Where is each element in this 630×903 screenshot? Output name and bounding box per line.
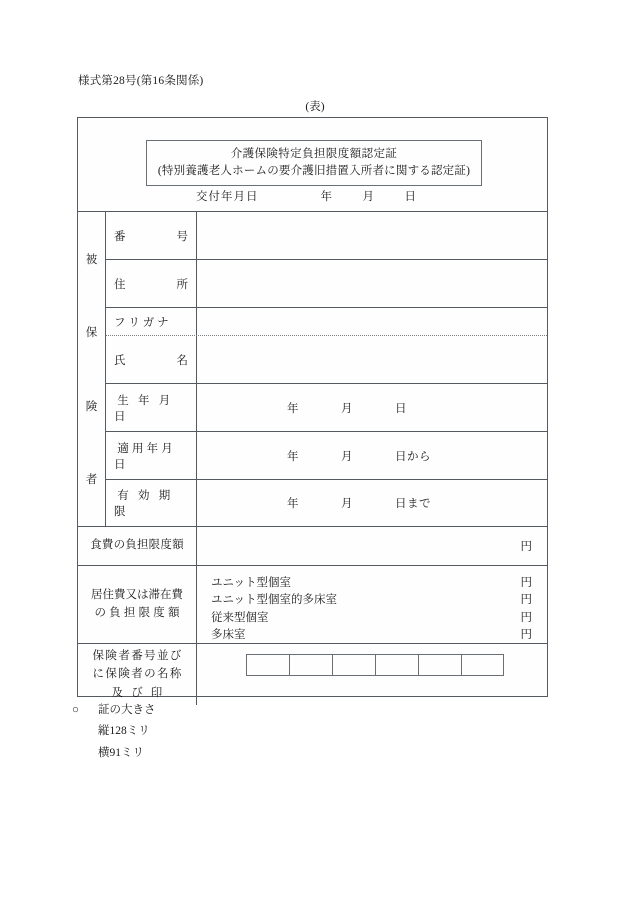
certificate-sheet (77, 117, 548, 697)
insured-person-section (78, 211, 547, 526)
form-number: 様式第28号(第16条関係) (78, 75, 204, 87)
residence-expense-label-line2: の負担限度額 (94, 606, 183, 619)
birth-date-month: 月 (341, 402, 353, 415)
row-label-furigana: フ リ ガ ナ (106, 308, 197, 335)
room-type-row[interactable] (211, 627, 532, 644)
issue-date-label: 交付年月日 (196, 191, 259, 203)
title-zone (78, 118, 547, 211)
label-bango-left: 番 (114, 230, 126, 243)
row-label-insured-number (106, 212, 197, 259)
room-type-name-multi-bed: 多床室 (211, 628, 246, 641)
field-furigana[interactable] (197, 308, 547, 335)
row-address (106, 260, 547, 308)
insurer-number-grid[interactable] (246, 654, 504, 676)
insurer-section (78, 643, 547, 705)
residence-expense-label (78, 566, 197, 643)
valid-until-fields (287, 495, 431, 511)
insurer-number-cell[interactable] (289, 654, 332, 676)
issue-date-day: 日 (404, 191, 417, 203)
field-effective-from[interactable] (197, 432, 547, 479)
circle-bullet-icon: ○ (72, 704, 79, 716)
row-name (106, 336, 547, 384)
field-name[interactable] (197, 336, 547, 383)
row-label-address (106, 260, 197, 307)
insured-person-vertical-label (78, 212, 106, 526)
note-heading-row (72, 700, 156, 721)
insurer-number-cell[interactable] (332, 654, 375, 676)
meal-expense-value[interactable] (197, 527, 547, 565)
birth-date-year: 年 (287, 402, 299, 415)
room-type-unit-multi-bed: 円 (520, 628, 532, 641)
certificate-title-box (146, 140, 482, 186)
birth-date-day: 日 (395, 402, 407, 415)
valid-until-month: 月 (341, 498, 353, 510)
field-address[interactable] (197, 260, 547, 307)
residence-expense-rooms (197, 566, 547, 643)
meal-expense-unit: 円 (520, 541, 532, 553)
room-type-row[interactable] (211, 575, 532, 592)
field-insured-number[interactable] (197, 212, 547, 259)
insurer-number-cell[interactable] (418, 654, 461, 676)
meal-expense-label (78, 527, 197, 565)
label-shimei-right: 名 (176, 354, 188, 367)
insurer-number-cell[interactable] (461, 654, 504, 676)
effective-from-year: 年 (287, 450, 299, 463)
effective-from-day: 日から (395, 450, 431, 463)
note-heading-text: 証の大きさ (98, 704, 156, 716)
issue-date-month: 月 (362, 191, 375, 203)
row-birth-date (106, 384, 547, 432)
vertical-char-ho: 保 (85, 327, 98, 340)
certificate-title-primary: 介護保険特定負担限度額認定証 (230, 148, 398, 160)
issue-date-year: 年 (320, 191, 333, 203)
insurer-label-line3: 及び印 (111, 686, 171, 699)
room-type-name-unit-private: ユニット型個室 (211, 577, 292, 589)
certificate-title-secondary: (特別養護老人ホームの要介護旧措置入所者に関する認定証) (157, 164, 471, 177)
issue-date-fields[interactable] (321, 188, 417, 204)
birth-date-fields (287, 400, 407, 416)
valid-until-year: 年 (287, 498, 299, 510)
insurer-number-cell[interactable] (375, 654, 418, 676)
effective-from-month: 月 (341, 450, 353, 463)
room-type-unit-unit-multi: 円 (520, 594, 532, 607)
meal-expense-section (78, 526, 547, 565)
row-label-valid-until: 有 効 期 限 (106, 480, 197, 526)
field-birth-date[interactable] (197, 384, 547, 431)
front-side-label: (表) (305, 101, 325, 113)
label-bango-right: 号 (176, 230, 188, 243)
room-type-unit-unit-private: 円 (520, 577, 532, 589)
note-size-width: 横91ミリ (98, 746, 144, 759)
issue-date-row (78, 188, 547, 204)
effective-from-fields (287, 448, 431, 464)
label-shimei-left: 氏 (114, 354, 126, 367)
meal-expense-label-text: 食費の負担限度額 (90, 539, 184, 552)
residence-expense-section (78, 565, 547, 643)
row-valid-until (106, 480, 547, 526)
insured-rows (106, 212, 547, 526)
vertical-char-ken: 険 (85, 400, 98, 413)
vertical-char-hi: 被 (85, 253, 98, 266)
insurer-label-line2: に保険者の名称 (92, 668, 183, 681)
room-type-name-unit-multi: ユニット型個室的多床室 (211, 594, 338, 607)
insurer-number-cell[interactable] (246, 654, 289, 676)
label-jusho-right: 所 (176, 278, 188, 291)
insurer-number-area (197, 644, 547, 705)
room-type-name-traditional-private: 従来型個室 (211, 611, 269, 624)
row-label-effective-from: 適用年月日 (106, 432, 197, 479)
row-effective-from (106, 432, 547, 480)
footer-notes (72, 700, 156, 764)
label-jusho-left: 住 (114, 278, 126, 291)
note-size-height: 縦128ミリ (98, 725, 150, 738)
insurer-label-line1: 保険者番号並び (92, 649, 183, 662)
room-type-row[interactable] (211, 610, 532, 627)
valid-until-day: 日まで (395, 498, 431, 510)
room-type-row[interactable] (211, 592, 532, 609)
insurer-label (78, 644, 197, 705)
row-label-birth-date: 生 年 月 日 (106, 384, 197, 431)
room-type-unit-traditional-private: 円 (520, 611, 532, 624)
field-valid-until[interactable] (197, 480, 547, 526)
row-label-name (106, 336, 197, 383)
vertical-char-sha: 者 (85, 474, 98, 487)
row-furigana (106, 308, 547, 336)
row-insured-number (106, 212, 547, 260)
residence-expense-label-line1: 居住費又は滞在費 (91, 588, 183, 601)
